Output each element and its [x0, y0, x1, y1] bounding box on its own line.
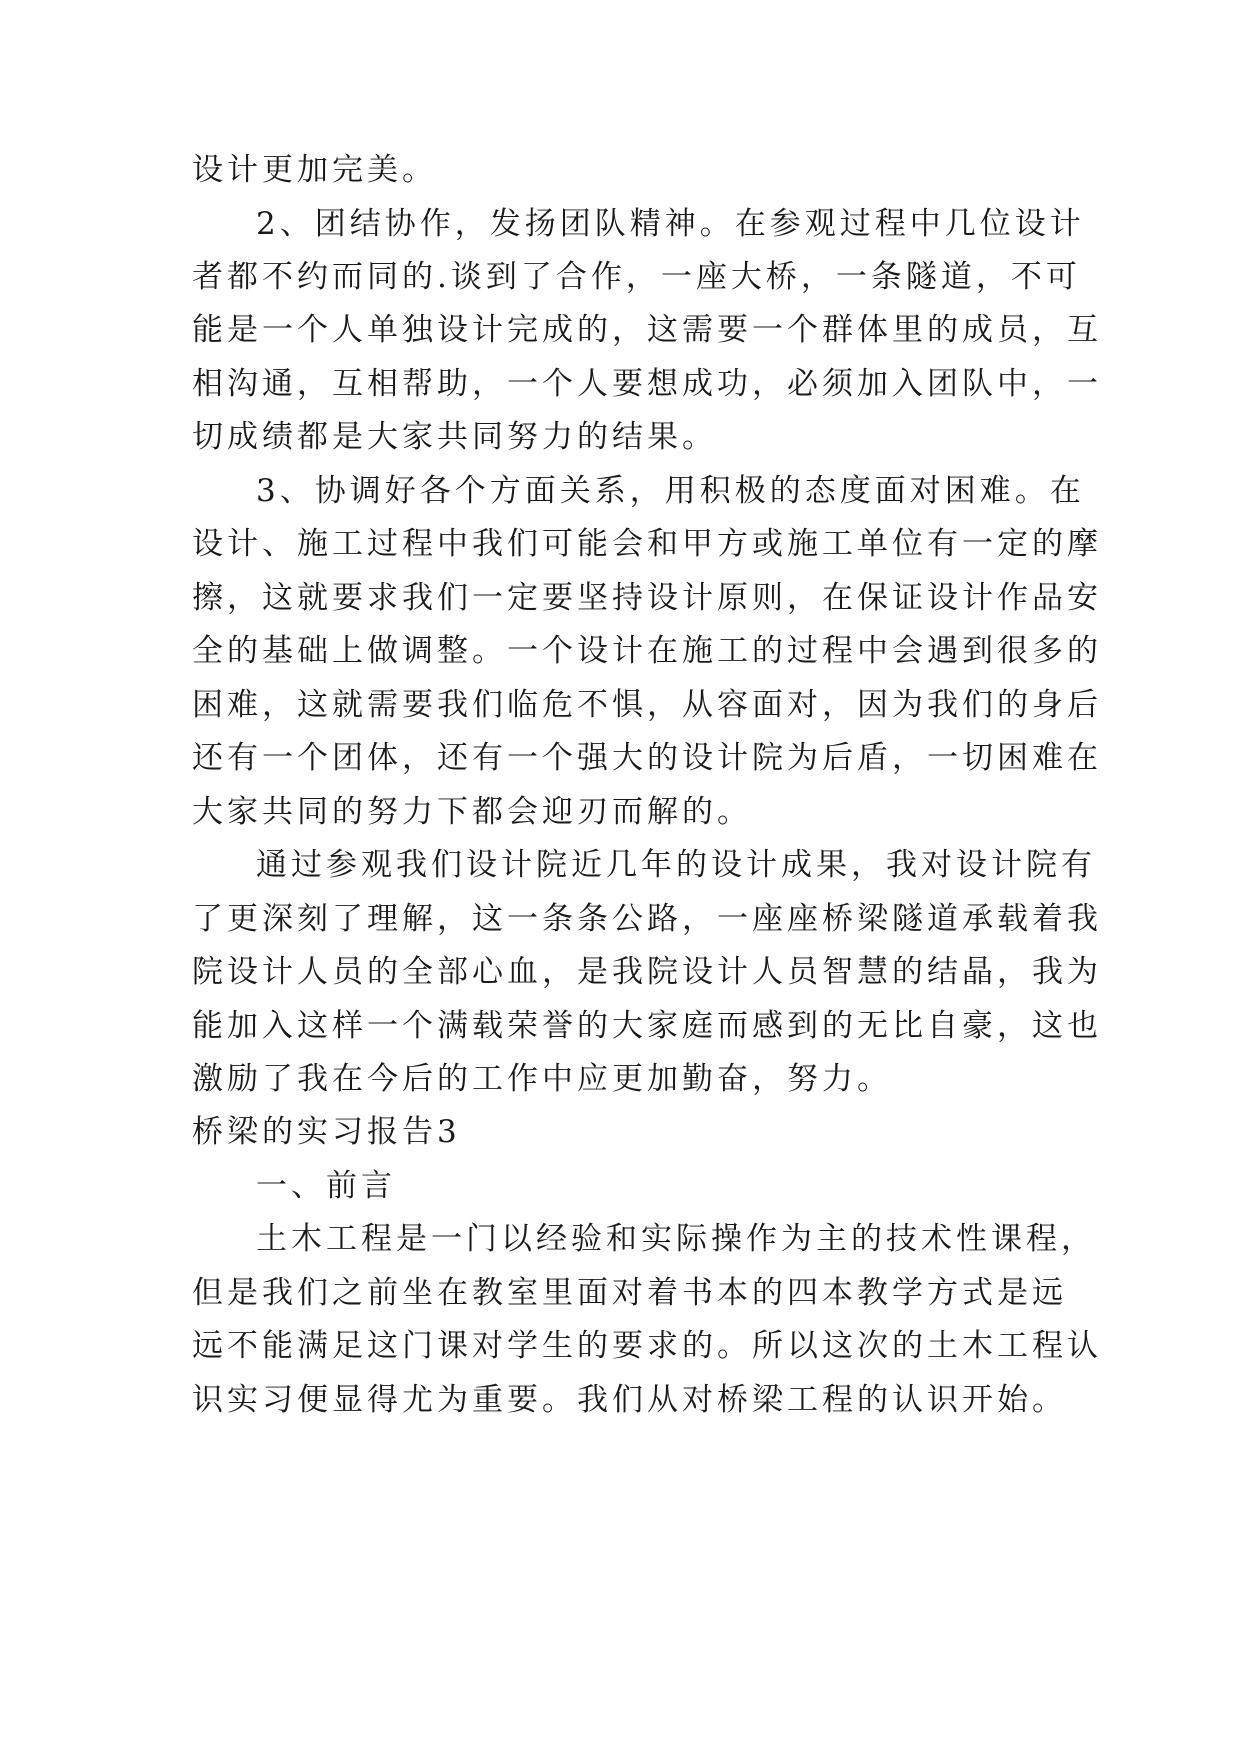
text-line: 激励了我在今后的工作中应更加勤奋，努力。	[192, 1061, 892, 1097]
text-line: 能是一个人单独设计完成的，这需要一个群体里的成员，互	[192, 312, 1102, 348]
subsection-heading: 一、前言	[256, 1168, 396, 1204]
text-line: 相沟通，互相帮助，一个人要想成功，必须加入团队中，一	[192, 366, 1102, 402]
text-line: 擦，这就要求我们一定要坚持设计原则，在保证设计作品安	[192, 580, 1102, 616]
text-line: 院设计人员的全部心血，是我院设计人员智慧的结晶，我为	[192, 954, 1102, 990]
text-line: 识实习便显得尤为重要。我们从对桥梁工程的认识开始。	[192, 1382, 1067, 1418]
paragraph-3-start: 3、协调好各个方面关系，用积极的态度面对困难。在	[256, 473, 1085, 509]
text-line: 切成绩都是大家共同努力的结果。	[192, 419, 717, 455]
section-heading: 桥梁的实习报告3	[192, 1114, 461, 1150]
paragraph-summary-start: 通过参观我们设计院近几年的设计成果，我对设计院有	[256, 847, 1096, 883]
text-line: 了更深刻了理解，这一条条公路，一座座桥梁隧道承载着我	[192, 901, 1102, 937]
text-line: 困难，这就需要我们临危不惧，从容面对，因为我们的身后	[192, 687, 1102, 723]
text-line: 远不能满足这门课对学生的要求的。所以这次的土木工程认	[192, 1328, 1102, 1364]
text-line: 者都不约而同的.谈到了合作，一座大桥，一条隧道，不可	[192, 259, 1081, 295]
text-line: 设计、施工过程中我们可能会和甲方或施工单位有一定的摩	[192, 526, 1102, 562]
paragraph-2-start: 2、团结协作，发扬团队精神。在参观过程中几位设计	[256, 206, 1085, 242]
text-line: 设计更加完美。	[192, 152, 437, 188]
text-line: 全的基础上做调整。一个设计在施工的过程中会遇到很多的	[192, 633, 1102, 669]
text-line: 能加入这样一个满载荣誉的大家庭而感到的无比自豪，这也	[192, 1008, 1102, 1044]
text-line: 但是我们之前坐在教室里面对着书本的四本教学方式是远	[192, 1275, 1067, 1311]
text-line: 大家共同的努力下都会迎刃而解的。	[192, 794, 752, 830]
paragraph-intro-start: 土木工程是一门以经验和实际操作为主的技术性课程，	[256, 1221, 1096, 1257]
text-line: 还有一个团体，还有一个强大的设计院为后盾，一切困难在	[192, 740, 1102, 776]
